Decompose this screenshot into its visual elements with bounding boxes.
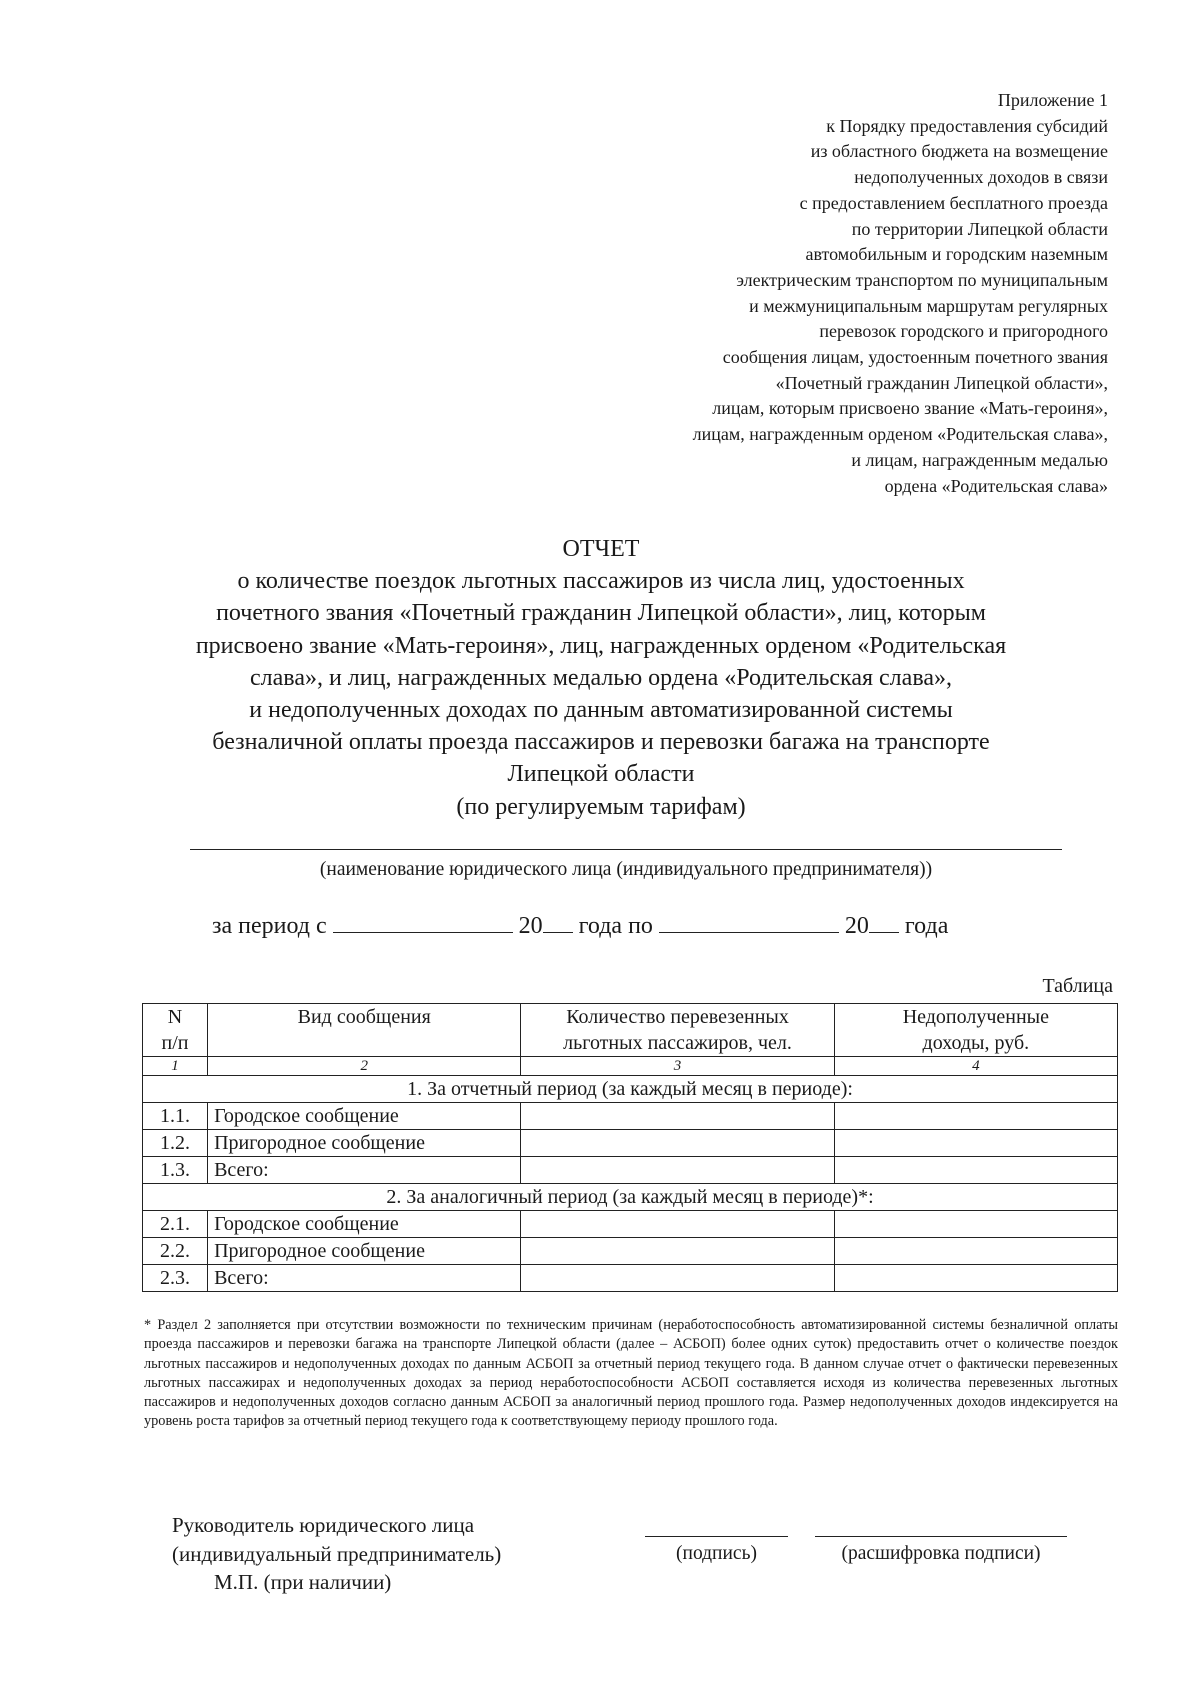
header-loss-line: доходы, руб. bbox=[922, 1032, 1030, 1054]
table-row bbox=[143, 1103, 1118, 1130]
signature-field-line[interactable] bbox=[645, 1536, 788, 1537]
report-title-line: Липецкой области bbox=[507, 761, 695, 788]
table-header-row bbox=[143, 1004, 1118, 1057]
annex-line: и межмуниципальным маршрутам регулярных bbox=[749, 295, 1108, 316]
table-row bbox=[143, 1157, 1118, 1184]
annex-line: по территории Липецкой области bbox=[851, 218, 1108, 239]
annex-line: автомобильным и городским наземным bbox=[805, 244, 1108, 265]
section-row bbox=[143, 1076, 1118, 1103]
row-type: Пригородное сообщение bbox=[208, 1238, 521, 1265]
row-qty-cell[interactable] bbox=[521, 1265, 834, 1292]
column-index: 3 bbox=[521, 1057, 834, 1076]
annex-line: к Порядку предоставления субсидий bbox=[826, 115, 1108, 136]
row-loss-cell[interactable] bbox=[834, 1157, 1117, 1184]
row-qty-cell[interactable] bbox=[521, 1130, 834, 1157]
column-index: 4 bbox=[834, 1057, 1117, 1076]
annex-line: и лицам, награжденным медалью bbox=[851, 449, 1108, 470]
row-type: Всего: bbox=[208, 1265, 521, 1292]
annex-line: сообщения лицам, удостоенным почетного звания bbox=[722, 347, 1108, 368]
header-qty-line: Количество перевезенных bbox=[566, 1006, 789, 1028]
row-loss-cell[interactable] bbox=[834, 1130, 1117, 1157]
table-row bbox=[143, 1238, 1118, 1265]
row-loss-cell[interactable] bbox=[834, 1211, 1117, 1238]
row-type: Городское сообщение bbox=[208, 1103, 521, 1130]
header-qty-line: льготных пассажиров, чел. bbox=[563, 1032, 792, 1054]
period-from-field[interactable] bbox=[333, 910, 513, 933]
section-title: 1. За отчетный период (за каждый месяц в периоде): bbox=[143, 1076, 1118, 1103]
row-num: 1.3. bbox=[143, 1157, 208, 1184]
annex-line: ордена «Родительская слава» bbox=[884, 475, 1108, 496]
table-row bbox=[143, 1265, 1118, 1292]
row-loss-cell[interactable] bbox=[834, 1265, 1117, 1292]
annex-line: электрическим транспортом по муниципальным bbox=[736, 269, 1108, 290]
period-year-prefix: 20 bbox=[844, 913, 869, 939]
row-num: 2.2. bbox=[143, 1238, 208, 1265]
period-to-year-field[interactable] bbox=[869, 910, 899, 933]
section-row bbox=[143, 1184, 1118, 1211]
period-year-suffix: года bbox=[904, 913, 949, 939]
report-title-line: и недополученных доходах по данным автоматизированной системы bbox=[249, 697, 953, 724]
row-loss-cell[interactable] bbox=[834, 1103, 1117, 1130]
row-type: Всего: bbox=[208, 1157, 521, 1184]
annex-line: из областного бюджета на возмещение bbox=[810, 141, 1108, 162]
period-to-label: года по bbox=[578, 913, 653, 939]
period-from-year-field[interactable] bbox=[543, 910, 573, 933]
row-type: Городское сообщение bbox=[208, 1211, 521, 1238]
stamp-place: М.П. (при наличии) bbox=[214, 1570, 392, 1594]
period-year-prefix: 20 bbox=[518, 913, 543, 939]
annex-line: Приложение 1 bbox=[997, 90, 1108, 110]
header-loss bbox=[834, 1004, 1117, 1057]
row-num: 1.2. bbox=[143, 1130, 208, 1157]
row-num: 1.1. bbox=[143, 1103, 208, 1130]
column-index: 2 bbox=[208, 1057, 521, 1076]
period-from-label: за период с bbox=[212, 913, 327, 939]
row-qty-cell[interactable] bbox=[521, 1157, 834, 1184]
row-qty-cell[interactable] bbox=[521, 1238, 834, 1265]
report-title-line: слава», и лиц, награжденных медалью ордена «Родительская слава», bbox=[250, 664, 952, 691]
report-title-line: безналичной оплаты проезда пассажиров и перевозки багажа на транспорте bbox=[212, 729, 990, 756]
table-row bbox=[143, 1211, 1118, 1238]
report-table bbox=[142, 1003, 1118, 1292]
header-num-line: N bbox=[167, 1006, 183, 1028]
report-title-line: присвоено звание «Мать-героиня», лиц, награжденных орденом «Родительская bbox=[195, 632, 1007, 659]
column-index-row bbox=[143, 1057, 1118, 1076]
period-line bbox=[212, 910, 1092, 940]
org-name-caption: (наименование юридического лица (индивидуального предпринимателя)) bbox=[319, 859, 933, 880]
header-num bbox=[143, 1004, 208, 1057]
annex-line: с предоставлением бесплатного проезда bbox=[799, 192, 1108, 213]
table-row bbox=[143, 1130, 1118, 1157]
signature-decode-caption: (расшифровка подписи) bbox=[841, 1543, 1041, 1564]
row-qty-cell[interactable] bbox=[521, 1103, 834, 1130]
annex-line: «Почетный гражданин Липецкой области», bbox=[775, 372, 1108, 393]
header-type: Вид сообщения bbox=[208, 1004, 521, 1057]
report-heading: ОТЧЕТ bbox=[562, 536, 640, 562]
report-title-line: почетного звания «Почетный гражданин Липецкой области», лиц, которым bbox=[216, 600, 986, 627]
annex-line: перевозок городского и пригородного bbox=[819, 321, 1108, 342]
org-name-field-line[interactable] bbox=[190, 849, 1062, 850]
report-title-line: (по регулируемым тарифам) bbox=[456, 793, 746, 820]
column-index: 1 bbox=[143, 1057, 208, 1076]
report-title-line: о количестве поездок льготных пассажиров из числа лиц, удостоенных bbox=[237, 568, 965, 595]
annex-line: лицам, награжденным орденом «Родительская слава», bbox=[692, 424, 1108, 445]
row-qty-cell[interactable] bbox=[521, 1211, 834, 1238]
footnote: * Раздел 2 заполняется при отсутствии возможности по техническим причинам (неработоспособность автоматизированной системы безналичной оплаты проезда пассажиров и перевозки багажа на транспорте Липецкой области (далее – АСБОП) более одних суток) предоставить отчет о количестве поездок льготных пассажиров и недополученных доходах по данным АСБОП за отчетный период текущего года. В данном случае отчет о фактически перевезенных льготных пассажирах и недополученных доходах за период неработоспособности АСБОП составляется исходя из количества перевезенных льготных пассажиров и недополученных доходов согласно данным АСБОП за аналогичный период прошлого года. Размер недополученных доходов индексируется на уровень роста тарифов за отчетный период текущего года к соответствующему периоду прошлого года. bbox=[144, 1317, 1118, 1430]
annex-line: недополученных доходов в связи bbox=[854, 167, 1108, 188]
signature-decode-field-line[interactable] bbox=[815, 1536, 1067, 1537]
header-num-line: п/п bbox=[161, 1032, 189, 1054]
period-to-field[interactable] bbox=[659, 910, 839, 933]
signature-caption: (подпись) bbox=[676, 1543, 757, 1564]
row-num: 2.3. bbox=[143, 1265, 208, 1292]
row-num: 2.1. bbox=[143, 1211, 208, 1238]
header-loss-line: Недополученные bbox=[902, 1006, 1049, 1028]
annex-line: лицам, которым присвоено звание «Мать-героиня», bbox=[712, 398, 1108, 419]
table-label: Таблица bbox=[1042, 975, 1113, 997]
signature-role-line: (индивидуальный предприниматель) bbox=[172, 1541, 502, 1566]
signature-role-line: Руководитель юридического лица bbox=[172, 1513, 475, 1537]
signature-block bbox=[172, 1511, 501, 1597]
report-title bbox=[120, 533, 1082, 823]
header-qty bbox=[521, 1004, 834, 1057]
section-title: 2. За аналогичный период (за каждый месяц в периоде)*: bbox=[143, 1184, 1118, 1211]
row-type: Пригородное сообщение bbox=[208, 1130, 521, 1157]
annex-header bbox=[548, 88, 1108, 499]
row-loss-cell[interactable] bbox=[834, 1238, 1117, 1265]
